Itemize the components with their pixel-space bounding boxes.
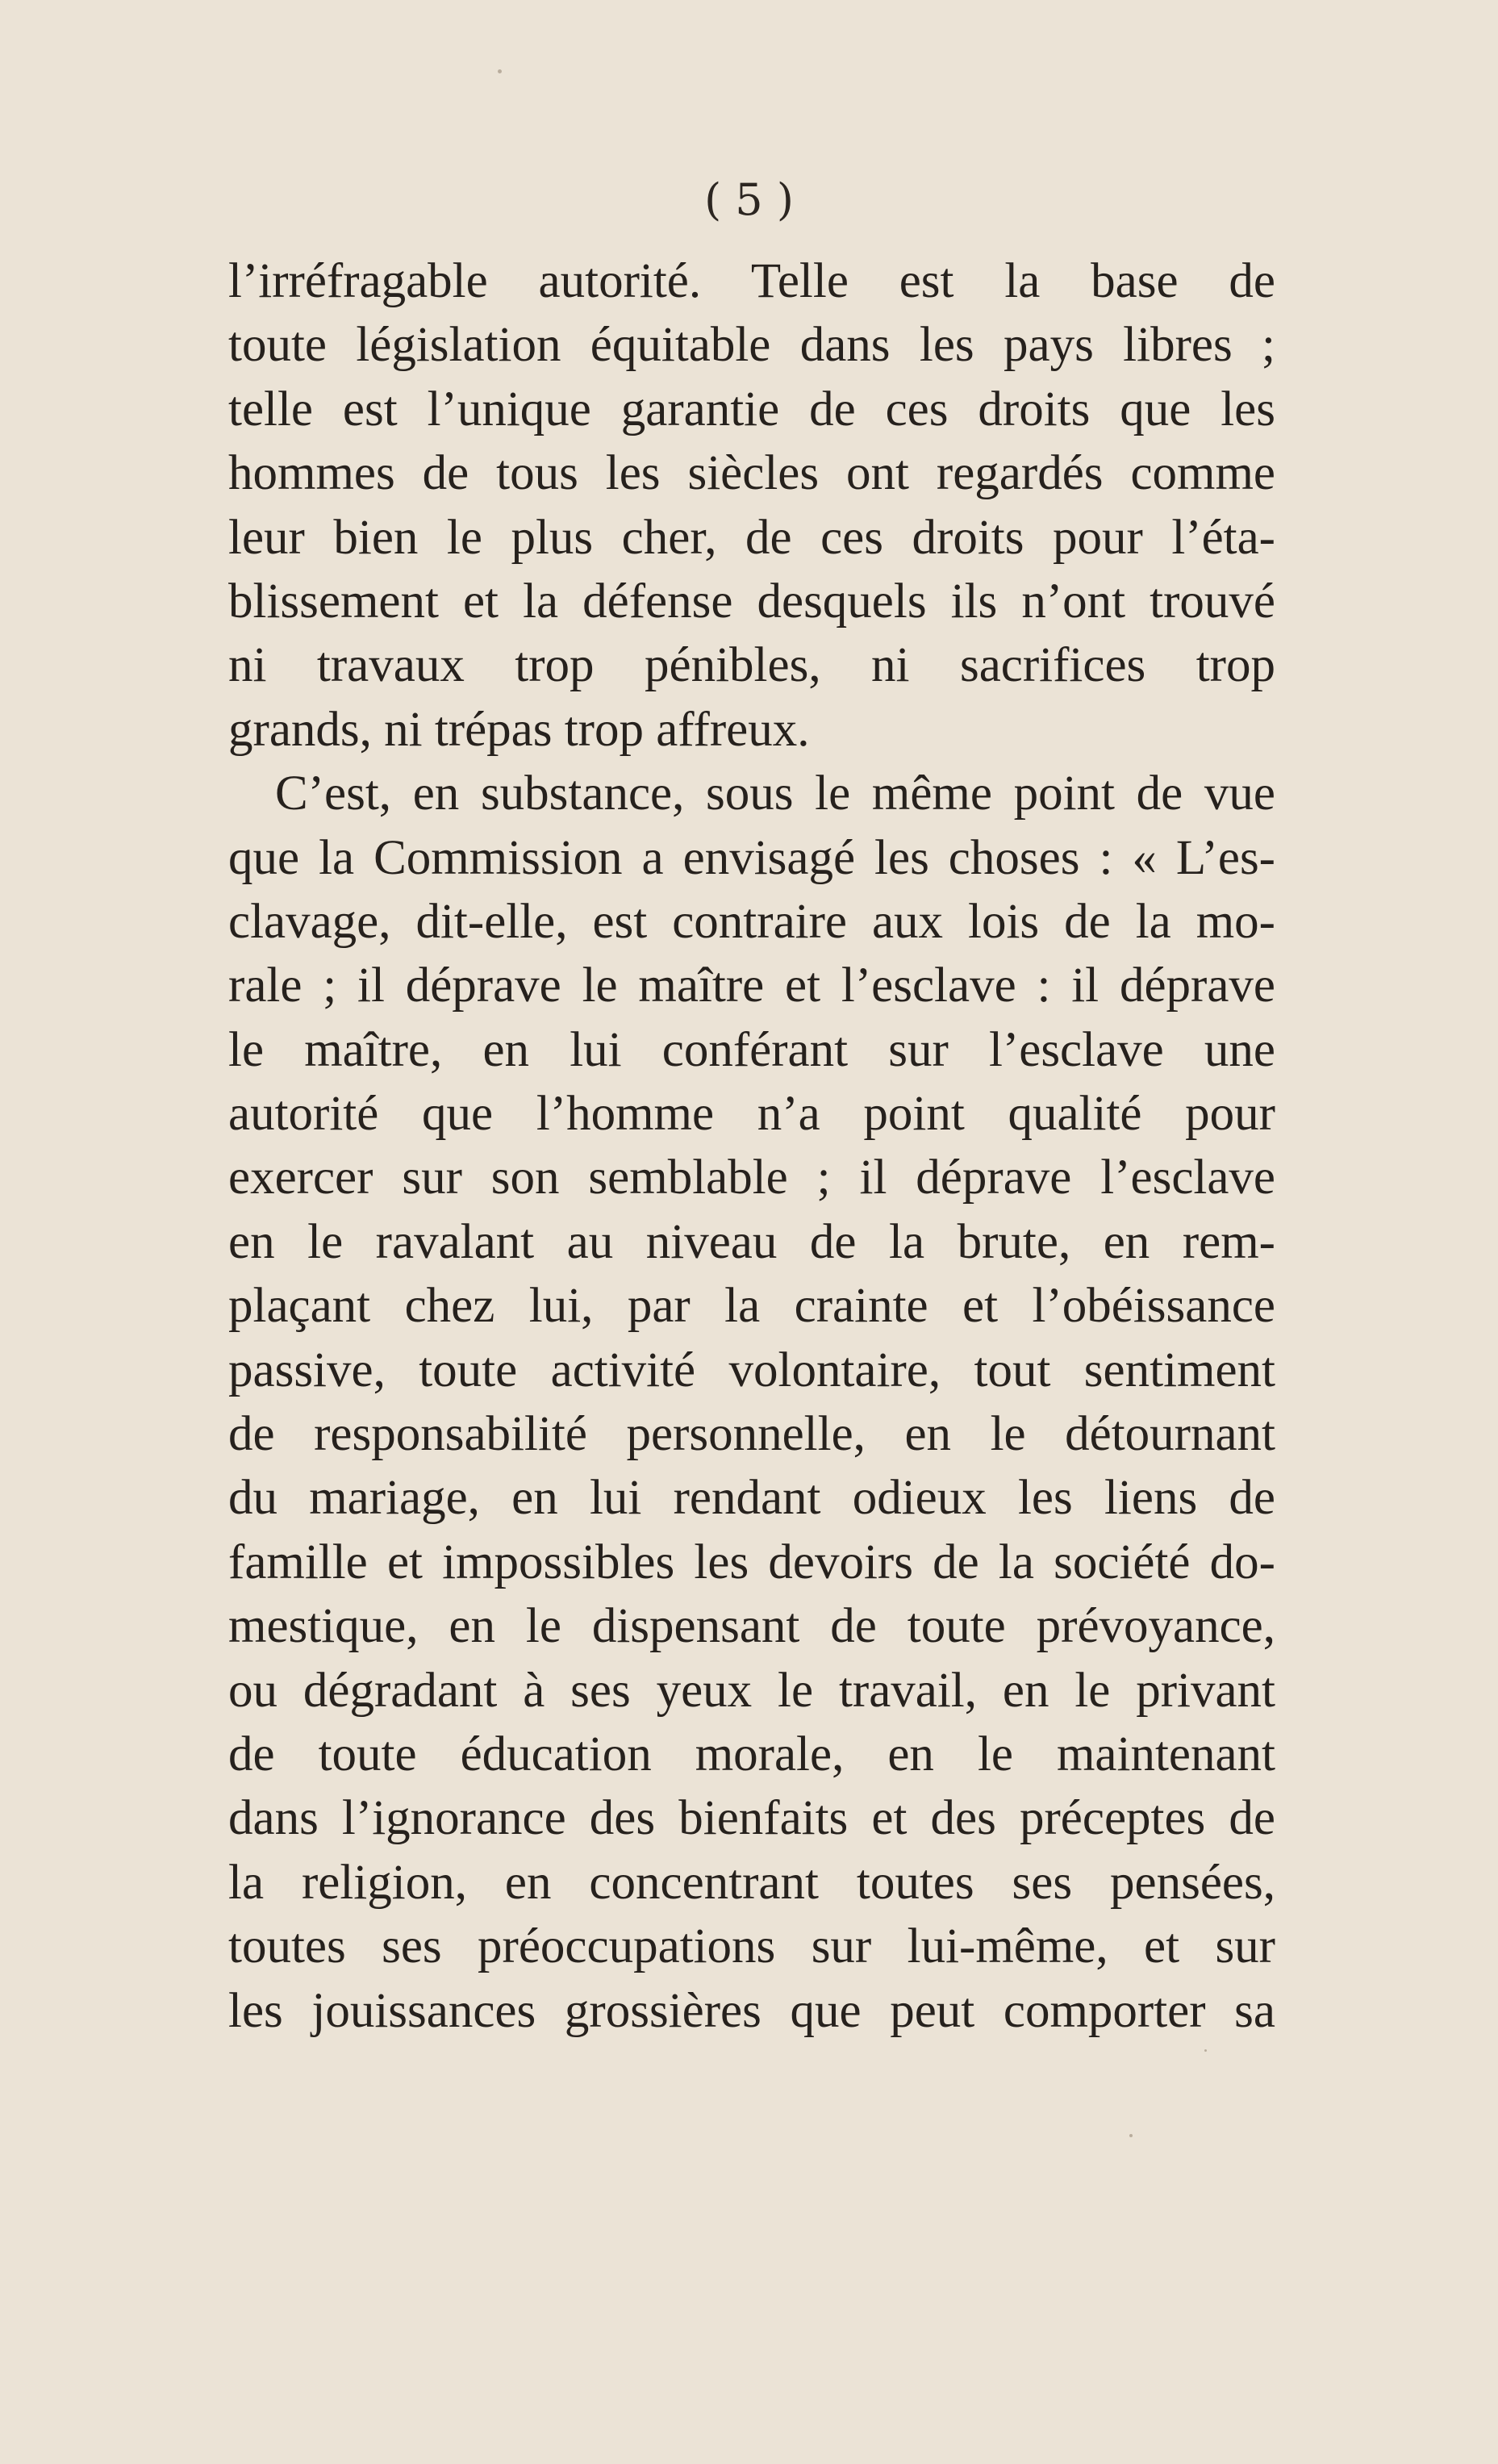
text-line: en le ravalant au niveau de la brute, en rem- <box>228 1214 1275 1269</box>
text-line: l’irréfragable autorité. Telle est la base de <box>228 254 1275 308</box>
text-line: de responsabilité personnelle, en le détournant <box>228 1407 1275 1462</box>
text-line: autorité que l’homme n’a point qualité pour <box>228 1087 1275 1142</box>
paragraph-end-line: grands, ni trépas trop affreux. <box>228 702 810 757</box>
text-line: de toute éducation morale, en le maintenant <box>228 1727 1275 1781</box>
text-line: ou dégradant à ses yeux le travail, en le privant <box>228 1663 1275 1718</box>
text-line: le maître, en lui conférant sur l’esclave une <box>228 1022 1275 1077</box>
text-line: passive, toute activité volontaire, tout sentiment <box>228 1343 1275 1397</box>
text-line: exercer sur son semblable ; il déprave l’esclave <box>228 1151 1275 1205</box>
text-line: plaçant chez lui, par la crainte et l’obéissance <box>228 1279 1275 1334</box>
text-line: telle est l’unique garantie de ces droits que les <box>228 382 1275 436</box>
text-line: leur bien le plus cher, de ces droits pour l’éta- <box>228 510 1275 565</box>
paragraph-start-line: C’est, en substance, sous le même point de vue <box>275 766 1275 821</box>
text-line: toute législation équitable dans les pays libres ; <box>228 318 1275 373</box>
text-line: la religion, en concentrant toutes ses pensées, <box>228 1855 1275 1910</box>
text-line: hommes de tous les siècles ont regardés comme <box>228 446 1275 501</box>
text-line: du mariage, en lui rendant odieux les liens de <box>228 1471 1275 1526</box>
page-number: ( 5 ) <box>704 174 794 225</box>
text-line: toutes ses préoccupations sur lui-même, et sur <box>228 1919 1275 1974</box>
text-line: les jouissances grossières que peut comporter sa <box>228 1983 1275 2038</box>
paper-speck <box>1129 2134 1133 2137</box>
text-line: blissement et la défense desquels ils n’ont trouvé <box>228 574 1275 629</box>
body-text <box>228 249 1275 2043</box>
paper-speck <box>498 69 502 73</box>
text-line: rale ; il déprave le maître et l’esclave : il déprave <box>228 958 1275 1013</box>
text-line: mestique, en le dispensant de toute prévoyance, <box>228 1599 1275 1654</box>
text-line: ni travaux trop pénibles, ni sacrifices trop <box>228 638 1275 693</box>
text-line: clavage, dit-elle, est contraire aux lois de la mo- <box>228 894 1275 949</box>
text-line: dans l’ignorance des bienfaits et des préceptes de <box>228 1791 1275 1846</box>
text-line: que la Commission a envisagé les choses : « L’es- <box>228 830 1275 885</box>
text-line: famille et impossibles les devoirs de la société do- <box>228 1535 1275 1589</box>
paper-speck <box>1204 2049 1207 2052</box>
